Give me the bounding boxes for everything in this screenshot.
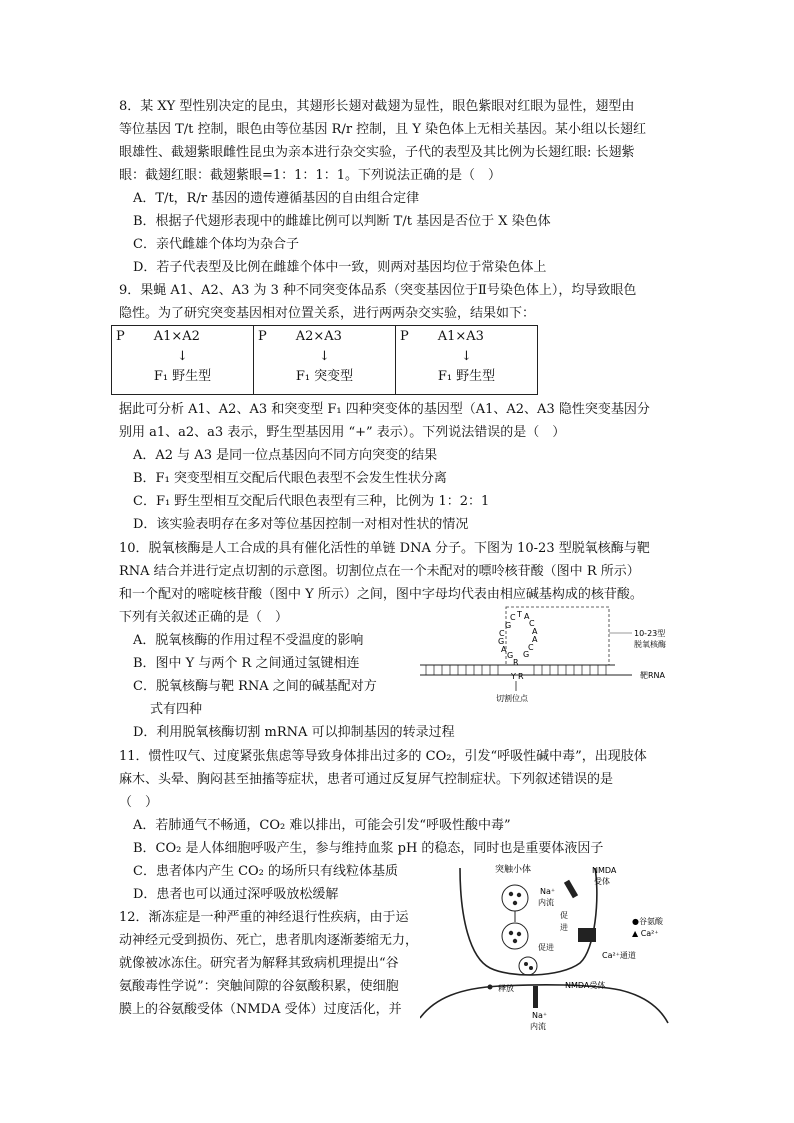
nmda-receptor-top: [564, 880, 578, 899]
cross-2-p: P: [258, 329, 267, 344]
q10-stem-line-4: 下列有关叙述正确的是（ ）: [119, 610, 289, 625]
loop-letter: C: [529, 619, 535, 628]
promote-2: 进: [560, 923, 568, 932]
cross-2-parents: A2×A3: [295, 329, 342, 344]
q10-option-a: A．脱氧核酶的作用过程不受温度的影响: [133, 633, 364, 648]
q11-stem-line-1: 11．惯性叹气、过度紧张焦虑等导致身体排出过多的 CO₂，引发“呼吸性碱中毒”，出现肢体: [119, 749, 647, 764]
ca-legend: ▲ Ca²⁺: [632, 929, 659, 938]
na-bottom-influx: 内流: [530, 1022, 546, 1031]
q10-stem-line-1: 10．脱氧核酶是人工合成的具有催化活性的单链 DNA 分子。下图为 10-23 型脱氧核酶与靶: [119, 541, 650, 556]
q8-stem-line-4: 眼：截翅红眼：截翅紫眼=1：1：1：1。下列说法正确的是（ ）: [119, 168, 501, 183]
target-rna-label: 靶RNA: [640, 671, 666, 680]
q12-stem-line-2: 动神经元受到损伤、死亡，患者肌肉逐渐萎缩无力，: [119, 933, 419, 948]
na-bottom-label: Na⁺: [532, 1011, 548, 1020]
ca-channel: [578, 928, 596, 942]
q10-stem-line-2: RNA 结合并进行定点切割的示意图。切割位点在一个未配对的嘌呤核苷酸（图中 R 所示）: [119, 564, 640, 579]
q10-option-d: D．利用脱氧核酶切割 mRNA 可以抑制基因的转录过程: [133, 725, 455, 740]
glu-legend: ●谷氨酸: [632, 917, 663, 926]
q11-stem-line-3: （ ）: [119, 795, 159, 810]
q9-cross-3: [396, 326, 538, 395]
q12-stem-line-4: 氨酸毒性学说”：突触间隙的谷氨酸积累，使细胞: [119, 979, 399, 994]
cross-1-arrow: ↓: [177, 349, 188, 364]
cross-3-arrow: ↓: [461, 349, 472, 364]
nmda-receptor-label: NMDA受体: [565, 981, 606, 990]
q8-stem-line-2: 等位基因 T/t 控制，眼色由等位基因 R/r 控制，且 Y 染色体上无相关基因。某小组以长翅红: [119, 122, 647, 137]
loop-letter: C: [528, 643, 534, 652]
receptor-label: 受体: [594, 877, 610, 886]
cross-2-arrow: ↓: [319, 349, 330, 364]
q11-option-d: D．患者也可以通过深呼吸放松缓解: [133, 887, 339, 902]
nmda-label: NMDA: [592, 866, 617, 875]
loop-letter: G: [523, 650, 530, 659]
q9-cross-2: [254, 326, 396, 395]
q8-option-d: D．若子代表型及比例在雌雄个体中一致，则两对基因均位于常染色体上: [133, 260, 547, 275]
loop-letters: [498, 610, 538, 660]
label-R-top: R: [513, 658, 519, 667]
vesicle: [502, 885, 528, 911]
deoxyribozyme-figure: [410, 603, 700, 708]
q10-stem-line-3: 和一个配对的嘧啶核苷酸（图中 Y 所示）之间，图中字母均代表由相应碱基构成的核苷酸。: [119, 587, 643, 602]
q11-stem-line-2: 麻木、头晕、胸闷甚至抽搐等症状，患者可通过反复屏气控制症状。下列叙述错误的是: [119, 772, 614, 787]
q12-stem-line-3: 就像被冰冻住。研究者为解释其致病机理提出“谷: [119, 956, 399, 971]
loop-letter: T: [517, 610, 522, 619]
nmda-receptor-bottom: [533, 986, 538, 1008]
q9-stem-line-1: 9．果蝇 A1、A2、A3 为 3 种不同突变体品系（突变基因位于Ⅱ号染色体上），均导致眼色: [119, 283, 637, 298]
loop-letter: A: [501, 645, 507, 654]
ca-channel-label: Ca²⁺通道: [602, 951, 636, 960]
q9-stem-line-2: 隐性。为了研究突变基因相对位置关系，进行两两杂交实验，结果如下：: [119, 306, 536, 321]
q11-option-b: B．CO₂ 是人体细胞呼吸产生，参与维持血浆 pH 的稳态，同时也是重要体液因子: [133, 841, 604, 856]
q8-option-c: C．亲代雌雄个体均为杂合子: [133, 237, 299, 252]
na-influx-label: 内流: [538, 898, 554, 907]
loop-letter: C: [510, 613, 516, 622]
loop-letter: A: [532, 635, 538, 644]
loop-letter: C: [499, 629, 505, 638]
cross-3-p: P: [400, 329, 409, 344]
q10-option-c-cont: 式有四种: [150, 702, 203, 717]
release-label: 释放: [498, 984, 514, 993]
vesicle-body-label: 突触小体: [495, 865, 532, 875]
q8-option-b: B．根据子代翅形表现中的雌雄比例可以判断 T/t 基因是否位于 X 染色体: [133, 214, 551, 229]
loop-letter: A: [532, 627, 538, 636]
releasing-vesicle: [519, 957, 537, 975]
synapse-figure: [420, 858, 670, 1033]
q9-option-c: C．F₁ 野生型相互交配后代眼色表型有三种，比例为 1：2：1: [133, 494, 490, 509]
q12-stem-line-1: 12．渐冻症是一种严重的神经退行性疾病，由于运: [119, 910, 409, 925]
q10-option-c: C．脱氧核酶与靶 RNA 之间的碱基配对方: [133, 679, 377, 694]
loop-letter: G: [505, 621, 512, 630]
cross-1-p: P: [116, 329, 125, 344]
cross-1-parents: A1×A2: [153, 329, 200, 344]
loop-letter: A: [524, 612, 530, 621]
cut-site-label: 切割位点: [496, 694, 528, 703]
q11-option-c: C．患者体内产生 CO₂ 的场所只有线粒体基质: [133, 864, 399, 879]
loop-letter: G: [507, 651, 514, 660]
promote-1: 促: [560, 911, 568, 920]
q9-cross-1: [112, 326, 254, 395]
loop-letter: G: [498, 637, 505, 646]
label-R-bottom: R: [518, 672, 524, 681]
q10-option-b: B．图中 Y 与两个 R 之间通过氢键相连: [133, 656, 360, 671]
q8-stem-line-1: 8．某 XY 型性别决定的昆虫，其翅形长翅对截翅为显性，眼色紫眼对红眼为显性，翅型由: [119, 99, 635, 114]
q8-option-a: A．T/t，R/r 基因的遗传遵循基因的自由组合定律: [133, 191, 420, 206]
q8-stem-line-3: 眼雄性、截翅紫眼雌性昆虫为亲本进行杂交实验，子代的表型及其比例为长翅红眼: 长翅紫: [119, 145, 635, 160]
q9-option-b: B．F₁ 突变型相互交配后代眼色表型不会发生性状分离: [133, 471, 447, 486]
q9-option-a: A．A2 与 A3 是同一位点基因向不同方向突变的结果: [133, 448, 438, 463]
cross-3-parents: A1×A3: [437, 329, 484, 344]
vesicle: [502, 923, 528, 949]
q12-stem-line-5: 膜上的谷氨酸受体（NMDA 受体）过度活化，并: [119, 1002, 402, 1017]
q9-after-line-2: 别用 a1、a2、a3 表示，野生型基因用 “+” 表示）。下列说法错误的是（ ）: [119, 425, 566, 440]
cross-1-f1: F₁ 野生型: [153, 369, 212, 384]
cross-3-f1: F₁ 野生型: [437, 369, 496, 384]
q11-option-a: A．若肺通气不畅通，CO₂ 难以排出，可能会引发“呼吸性酸中毒”: [133, 818, 511, 833]
cross-2-f1: F₁ 突变型: [295, 369, 354, 384]
q9-option-d: D．该实验表明存在多对等位基因控制一对相对性状的情况: [133, 517, 469, 532]
na-label: Na⁺: [540, 887, 556, 896]
q9-after-line-1: 据此可分析 A1、A2、A3 和突变型 F₁ 四种突变体的基因型（A1、A2、A3 隐性突变基因分: [119, 402, 650, 417]
enzyme-label-2: 脱氧核酶: [634, 640, 666, 649]
presynaptic-terminal: [460, 868, 597, 975]
promote-3: 促进: [538, 943, 554, 952]
enzyme-label-1: 10-23型: [634, 629, 666, 638]
q9-cross-table: [111, 325, 538, 395]
label-Y: Y: [511, 672, 516, 681]
